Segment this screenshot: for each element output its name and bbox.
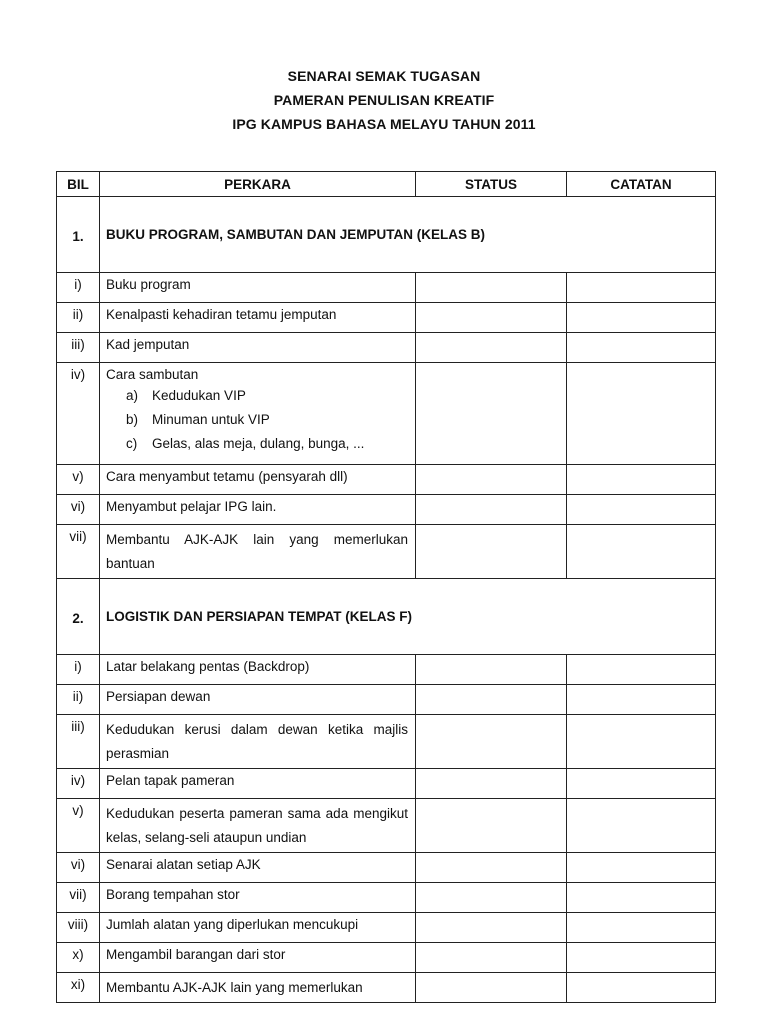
header-perkara: PERKARA <box>100 172 416 197</box>
status-cell[interactable] <box>416 715 567 769</box>
status-cell[interactable] <box>416 943 567 973</box>
table-row <box>57 943 716 973</box>
table-row <box>57 655 716 685</box>
table-row <box>57 769 716 799</box>
status-cell[interactable] <box>416 685 567 715</box>
item-bil: viii) <box>57 913 100 943</box>
table-row <box>57 495 716 525</box>
status-cell[interactable] <box>416 853 567 883</box>
status-cell[interactable] <box>416 769 567 799</box>
table-row <box>57 363 716 465</box>
table-row <box>57 525 716 579</box>
status-cell[interactable] <box>416 973 567 1003</box>
table-row <box>57 973 716 1003</box>
section-row <box>57 579 716 655</box>
item-text: Buku program <box>100 273 416 303</box>
status-cell[interactable] <box>416 363 567 465</box>
item-bil: xi) <box>57 973 100 1003</box>
catatan-cell[interactable] <box>567 913 716 943</box>
item-text: Persiapan dewan <box>100 685 416 715</box>
item-text: Senarai alatan setiap AJK <box>100 853 416 883</box>
item-text: Kad jemputan <box>100 333 416 363</box>
checklist-table <box>56 171 716 1003</box>
header-catatan: CATATAN <box>567 172 716 197</box>
catatan-cell[interactable] <box>567 495 716 525</box>
table-row <box>57 303 716 333</box>
item-bil: iii) <box>57 333 100 363</box>
item-bil: ii) <box>57 303 100 333</box>
title-line-3: IPG KAMPUS BAHASA MELAYU TAHUN 2011 <box>232 116 536 132</box>
table-row <box>57 465 716 495</box>
catatan-cell[interactable] <box>567 363 716 465</box>
section-row <box>57 197 716 273</box>
item-bil: i) <box>57 273 100 303</box>
table-row <box>57 333 716 363</box>
title-line-1: SENARAI SEMAK TUGASAN <box>287 68 481 84</box>
item-text: Menyambut pelajar IPG lain. <box>100 495 416 525</box>
table-row <box>57 715 716 769</box>
catatan-cell[interactable] <box>567 715 716 769</box>
catatan-cell[interactable] <box>567 853 716 883</box>
status-cell[interactable] <box>416 303 567 333</box>
item-bil: ii) <box>57 685 100 715</box>
status-cell[interactable] <box>416 525 567 579</box>
header-status: STATUS <box>416 172 567 197</box>
header-bil: BIL <box>57 172 100 197</box>
catatan-cell[interactable] <box>567 973 716 1003</box>
title-line-2: PAMERAN PENULISAN KREATIF <box>273 92 495 108</box>
catatan-cell[interactable] <box>567 769 716 799</box>
table-row <box>57 685 716 715</box>
status-cell[interactable] <box>416 465 567 495</box>
catatan-cell[interactable] <box>567 303 716 333</box>
sub-item: c) Gelas, alas meja, dulang, bunga, ... <box>126 436 365 451</box>
catatan-cell[interactable] <box>567 465 716 495</box>
item-bil: iii) <box>57 715 100 769</box>
sub-item: b) Minuman untuk VIP <box>126 412 270 427</box>
item-bil: vii) <box>57 883 100 913</box>
item-bil: vii) <box>57 525 100 579</box>
section-title: BUKU PROGRAM, SAMBUTAN DAN JEMPUTAN (KELAS B) <box>100 197 716 273</box>
item-bil: vi) <box>57 495 100 525</box>
status-cell[interactable] <box>416 495 567 525</box>
status-cell[interactable] <box>416 333 567 363</box>
catatan-cell[interactable] <box>567 799 716 853</box>
table-row <box>57 273 716 303</box>
item-text: Jumlah alatan yang diperlukan mencukupi <box>100 913 416 943</box>
item-bil: v) <box>57 799 100 853</box>
catatan-cell[interactable] <box>567 883 716 913</box>
table-row <box>57 913 716 943</box>
item-text: Latar belakang pentas (Backdrop) <box>100 655 416 685</box>
status-cell[interactable] <box>416 799 567 853</box>
item-text: Mengambil barangan dari stor <box>100 943 416 973</box>
item-bil: vi) <box>57 853 100 883</box>
catatan-cell[interactable] <box>567 333 716 363</box>
section-number: 2. <box>57 579 100 655</box>
table-row <box>57 799 716 853</box>
item-text: Borang tempahan stor <box>100 883 416 913</box>
item-bil: x) <box>57 943 100 973</box>
item-bil: iv) <box>57 363 100 465</box>
status-cell[interactable] <box>416 273 567 303</box>
section-number: 1. <box>57 197 100 273</box>
item-text: Membantu AJK-AJK lain yang memerlukan bantuan <box>100 525 416 579</box>
catatan-cell[interactable] <box>567 943 716 973</box>
item-bil: iv) <box>57 769 100 799</box>
item-text: Cara menyambut tetamu (pensyarah dll) <box>100 465 416 495</box>
table-header-row <box>57 172 716 197</box>
catatan-cell[interactable] <box>567 655 716 685</box>
item-text: Kedudukan peserta pameran sama ada mengikut kelas, selang-seli ataupun undian <box>100 799 416 853</box>
table-row <box>57 853 716 883</box>
table-row <box>57 883 716 913</box>
catatan-cell[interactable] <box>567 685 716 715</box>
status-cell[interactable] <box>416 655 567 685</box>
status-cell[interactable] <box>416 883 567 913</box>
item-text: Membantu AJK-AJK lain yang memerlukan <box>100 973 416 1003</box>
item-text: Kedudukan kerusi dalam dewan ketika majlis perasmian <box>100 715 416 769</box>
status-cell[interactable] <box>416 913 567 943</box>
item-text: Cara sambutan a) Kedudukan VIP b) Minuman untuk VIP c) Gelas, alas meja, dulang, bunga, ... <box>100 363 416 465</box>
catatan-cell[interactable] <box>567 525 716 579</box>
section-title: LOGISTIK DAN PERSIAPAN TEMPAT (KELAS F) <box>100 579 716 655</box>
item-text: Pelan tapak pameran <box>100 769 416 799</box>
item-bil: v) <box>57 465 100 495</box>
sub-item: a) Kedudukan VIP <box>126 388 246 403</box>
item-text: Kenalpasti kehadiran tetamu jemputan <box>100 303 416 333</box>
document-titles <box>0 64 768 136</box>
catatan-cell[interactable] <box>567 273 716 303</box>
item-bil: i) <box>57 655 100 685</box>
